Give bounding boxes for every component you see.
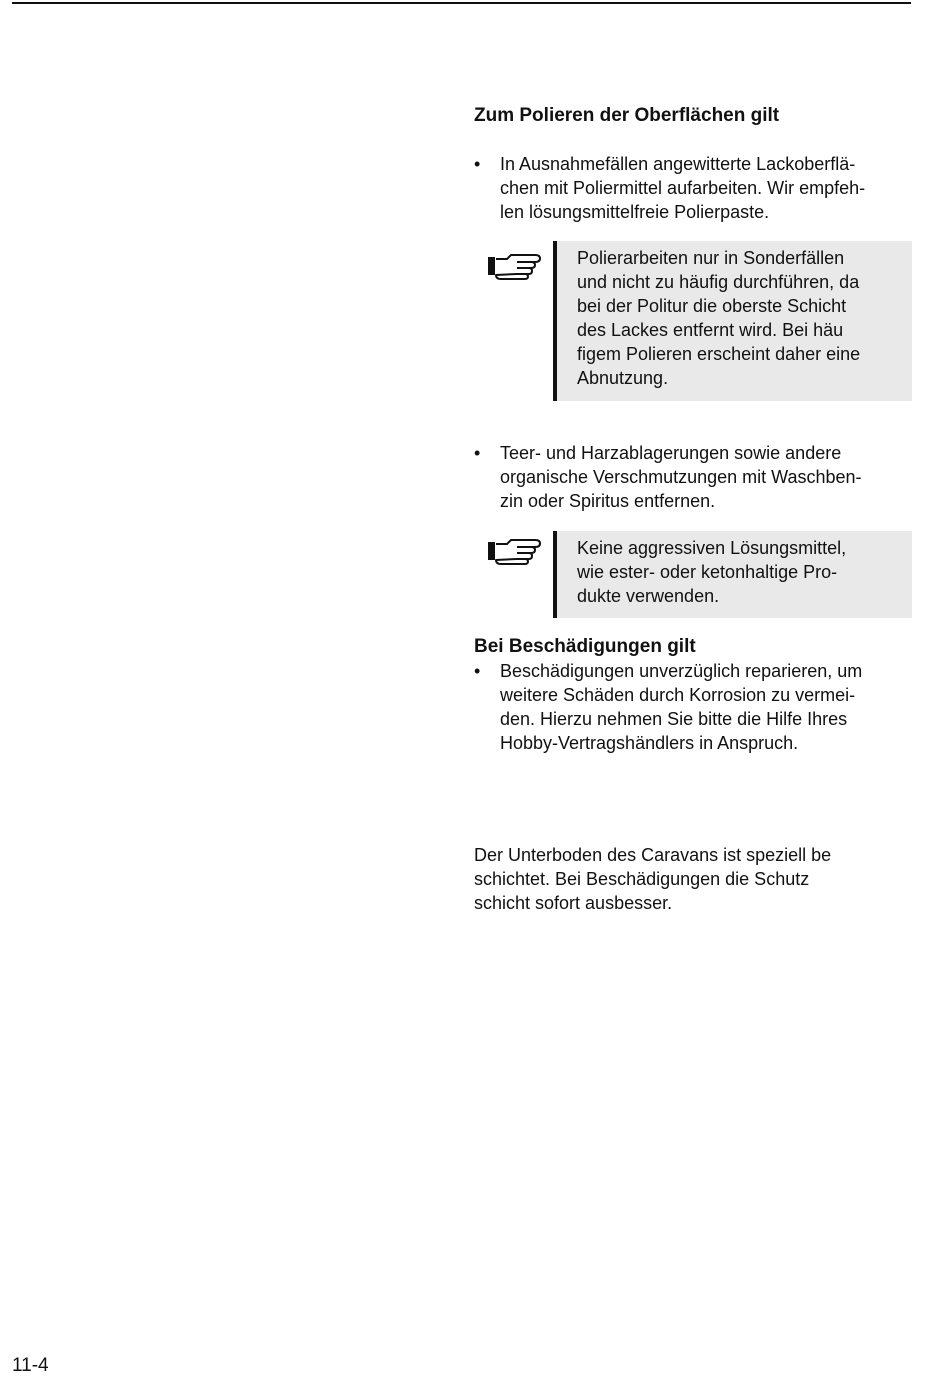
note-box-polierarbeiten: [553, 241, 912, 401]
note-line: und nicht zu häufig durchführen, da: [577, 272, 860, 292]
note-line: Keine aggressiven Lösungsmittel,: [577, 538, 847, 558]
text-line: chen mit Poliermittel aufarbeiten. Wir empfeh-: [500, 178, 866, 198]
text-line: den. Hierzu nehmen Sie bitte die Hilfe Ihres: [500, 709, 848, 729]
bullet-symbol: •: [474, 661, 481, 681]
note-line: figem Polieren erscheint daher eine: [577, 344, 861, 364]
text-line: In Ausnahmefällen angewitterte Lackoberflä-: [500, 154, 856, 174]
note-line: wie ester- oder ketonhaltige Pro-: [577, 562, 838, 582]
top-rule: [12, 2, 911, 4]
note-line: dukte verwenden.: [577, 586, 720, 606]
text-line: Hobby-Vertragshändlers in Anspruch.: [500, 733, 799, 753]
note-line: bei der Politur die oberste Schicht: [577, 296, 847, 316]
text-line: Der Unterboden des Caravans ist speziell be: [474, 845, 832, 865]
section-heading-polieren: Zum Polieren der Oberflächen gilt: [474, 105, 780, 126]
note-box-loesungsmittel: [553, 531, 912, 618]
paragraph-unterboden: [474, 843, 914, 915]
text-line: Teer- und Harzablagerungen sowie andere: [500, 443, 842, 463]
bullet-symbol: •: [474, 443, 481, 463]
bullet-symbol: •: [474, 154, 481, 174]
text-line: Beschädigungen unverzüglich reparieren, um: [500, 661, 863, 681]
text-line: schicht sofort ausbesser.: [474, 893, 673, 913]
text-line: len lösungsmittelfreie Polierpaste.: [500, 202, 770, 222]
section-heading-beschaedigungen: Bei Beschädigungen gilt: [474, 636, 696, 657]
text-line: zin oder Spiritus entfernen.: [500, 491, 716, 511]
text-line: organische Verschmutzungen mit Waschben-: [500, 467, 862, 487]
note-line: des Lackes entfernt wird. Bei häu: [577, 320, 844, 340]
note-line: Polierarbeiten nur in Sonderfällen: [577, 248, 845, 268]
pointing-hand-icon: [487, 535, 543, 565]
text-line: schichtet. Bei Beschädigungen die Schutz: [474, 869, 810, 889]
note-line: Abnutzung.: [577, 368, 669, 388]
pointing-hand-icon: [487, 250, 543, 280]
text-line: weitere Schäden durch Korrosion zu vermei-: [500, 685, 856, 705]
page-number: 11-4: [12, 1355, 49, 1376]
